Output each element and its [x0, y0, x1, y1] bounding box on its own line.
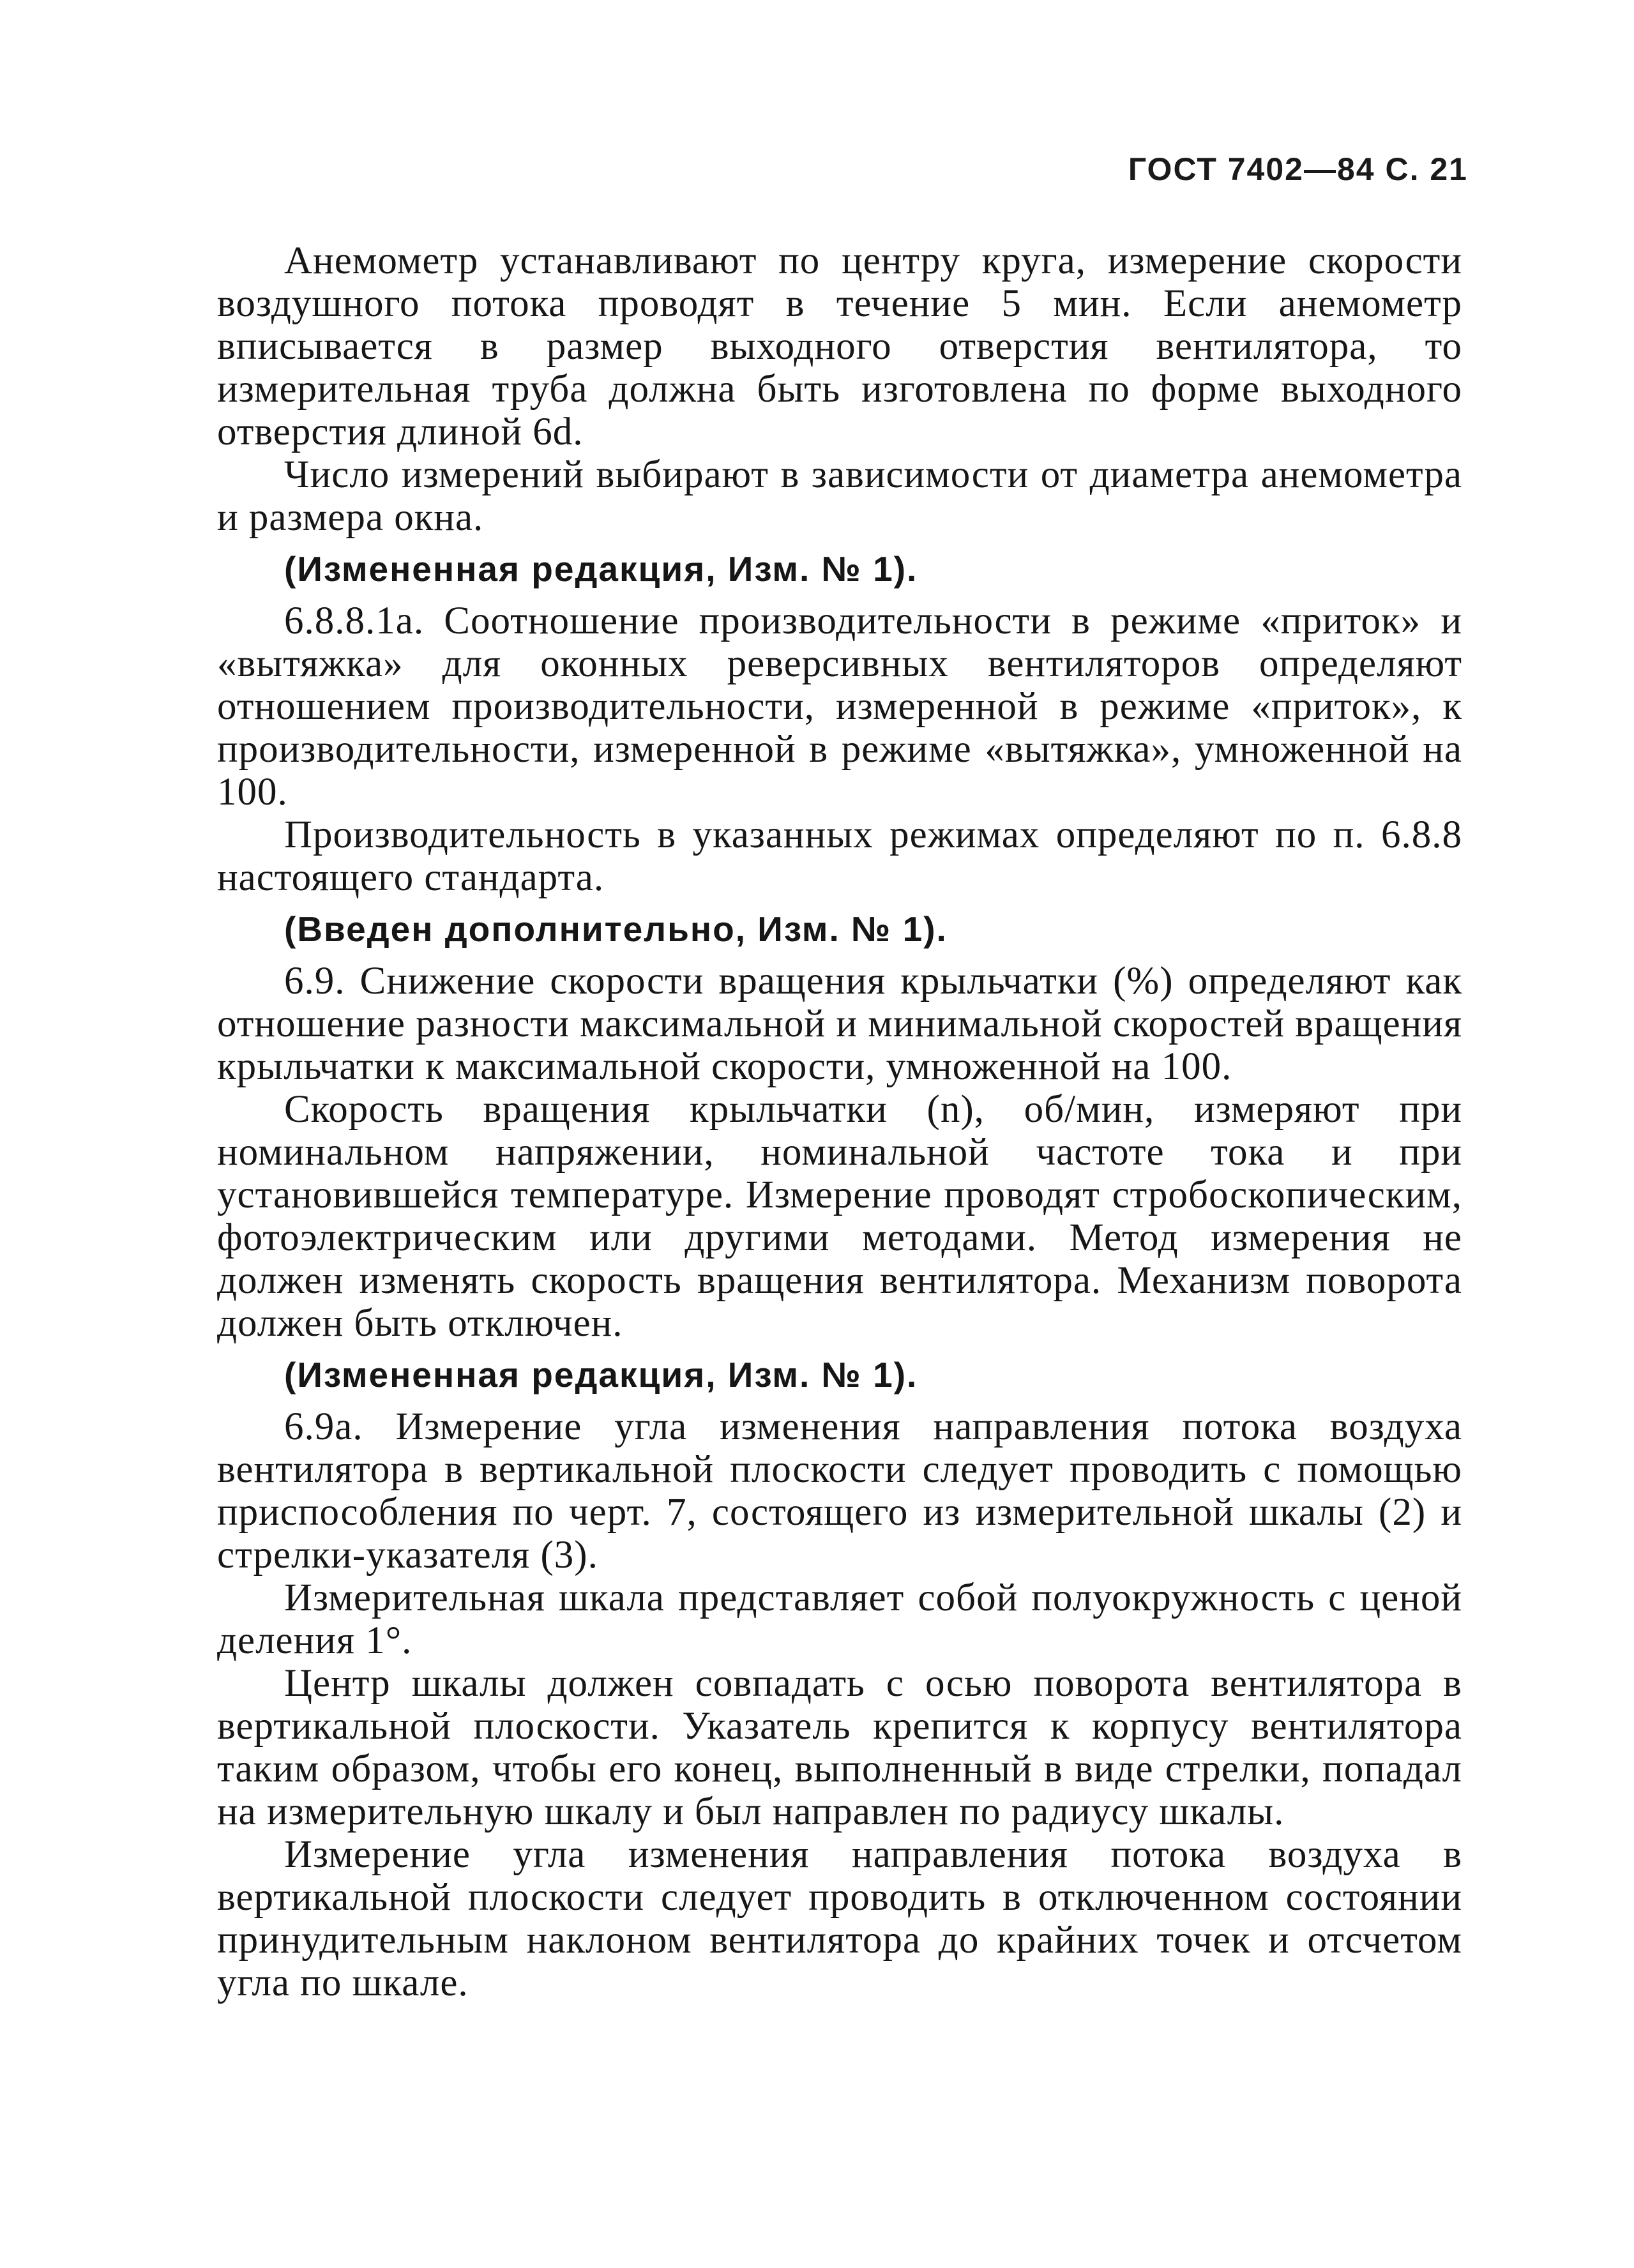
amendment-note: (Введен дополнительно, Изм. № 1). — [284, 909, 948, 949]
amendment-note: (Измененная редакция, Изм. № 1). — [284, 1355, 918, 1395]
paragraph-capacity-modes: Производительность в указанных режимах определяют по п. 6.8.8 настоящего стандарта. — [217, 813, 1462, 899]
paragraph-angle-measurement: Измерение угла изменения направления потока воздуха в вертикальной плоскости следует проводить в отключенном состоянии принудительным наклоном вентилятора до крайних точек и отсчетом угла по шкале. — [217, 1833, 1462, 2004]
paragraph-6-9a: 6.9а. Измерение угла изменения направления потока воздуха вентилятора в вертикальной плоскости следует проводить с помощью приспособления по черт. 7, состоящего из измерительной шкалы (2) и стрелки-указателя (3). — [217, 1405, 1462, 1576]
paragraph-scale: Измерительная шкала представляет собой полуокружность с ценой деления 1°. — [217, 1576, 1462, 1662]
paragraph-anemometer-setup: Анемометр устанавливают по центру круга, измерение скорости воздушного потока проводят в течение 5 мин. Если анемометр вписывается в размер выходного отверстия вентилятора, то измерительная труба должна быть изготовлена по форме выходного отверстия длиной 6d. — [217, 239, 1462, 453]
page-header: ГОСТ 7402—84 С. 21 — [1128, 151, 1468, 187]
paragraph-scale-center: Центр шкалы должен совпадать с осью поворота вентилятора в вертикальной плоскости. Указатель крепится к корпусу вентилятора таким образом, чтобы его конец, выполненный в виде стрелки, попадал на измерительную шкалу и был направлен по радиусу шкалы. — [217, 1662, 1462, 1833]
paragraph-6-9: 6.9. Снижение скорости вращения крыльчатки (%) определяют как отношение разности максимальной и минимальной скоростей вращения крыльчатки к максимальной скорости, умноженной на 100. — [217, 960, 1462, 1088]
document-body — [217, 239, 1462, 2004]
paragraph-6-8-8-1a: 6.8.8.1а. Соотношение производительности в режиме «приток» и «вытяжка» для оконных реверсивных вентиляторов определяют отношением производительности, измеренной в режиме «приток», к производительности, измеренной в режиме «вытяжка», умноженной на 100. — [217, 600, 1462, 813]
amendment-note: (Измененная редакция, Изм. № 1). — [284, 549, 918, 589]
paragraph-impeller-speed: Скорость вращения крыльчатки (n), об/мин, измеряют при номинальном напряжении, номинальной частоте тока и при установившейся температуре. Измерение проводят стробоскопическим, фотоэлектрическим или другими методами. Метод измерения не должен изменять скорость вращения вентилятора. Механизм поворота должен быть отключен. — [217, 1088, 1462, 1345]
paragraph-measurement-count: Число измерений выбирают в зависимости от диаметра анемометра и размера окна. — [217, 453, 1462, 539]
